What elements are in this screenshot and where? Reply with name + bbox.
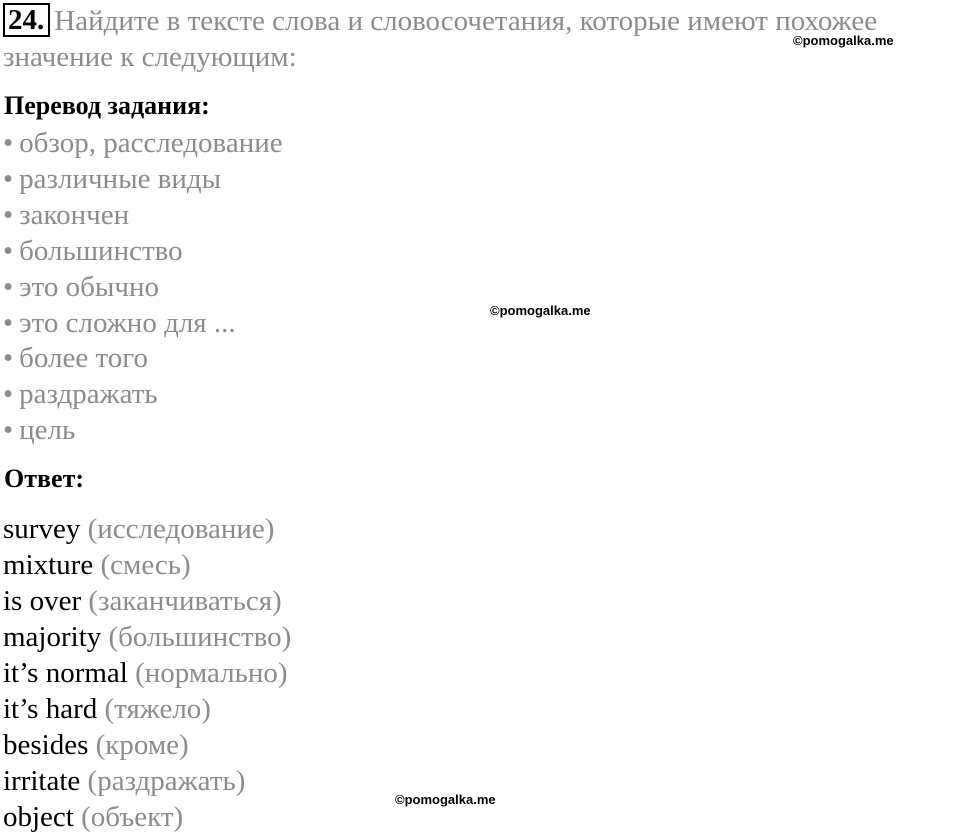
answer-row [3,691,291,727]
answer-row [3,763,291,799]
list-item [3,413,283,449]
list-item-text: цель [19,414,76,447]
bullet-icon: • [3,162,14,195]
bullet-icon: • [3,414,14,447]
watermark: ©pomogalka.me [490,303,591,318]
task-text-line-1: Найдите в тексте слова и словосочетания, которые имеют похожее [54,5,878,37]
bullet-icon: • [3,306,14,339]
list-item [3,234,283,270]
bullet-icon: • [3,234,14,267]
answer-russian: (тяжело) [104,693,211,725]
list-item-text: закончен [19,198,130,231]
list-item [3,306,283,342]
answer-russian: (нормально) [135,657,288,689]
answer-russian: (раздражать) [87,765,246,797]
answer-russian: (заканчиваться) [88,585,282,617]
bullet-icon: • [3,198,14,231]
answer-english: mixture [3,549,94,581]
list-item [3,198,283,234]
answer-row [3,655,291,691]
translation-heading: Перевод задания: [4,91,210,120]
answer-english: it’s normal [3,657,128,689]
answer-english: irritate [3,765,81,797]
answer-row [3,547,291,583]
list-item-text: это обычно [19,270,159,303]
answer-english: object [3,801,74,833]
answer-english: it’s hard [3,693,98,725]
answer-english: survey [3,513,81,545]
bullet-icon: • [3,378,14,411]
answer-english: is over [3,585,82,617]
answer-row [3,799,291,835]
bullet-icon: • [3,342,14,375]
answer-english: majority [3,621,102,653]
translation-list [3,126,283,449]
answer-russian: (смесь) [100,549,191,581]
list-item [3,126,283,162]
answer-russian: (исследование) [87,513,275,545]
answer-heading: Ответ: [4,464,85,493]
list-item-text: более того [19,342,148,375]
list-item-text: обзор, расследование [19,127,283,159]
watermark: ©pomogalka.me [395,792,496,807]
watermark: ©pomogalka.me [793,33,894,48]
answer-russian: (кроме) [95,729,189,761]
answer-russian: (большинство) [108,621,292,653]
answer-english: besides [3,729,89,761]
list-item-text: раздражать [19,378,158,411]
list-item-text: большинство [19,234,183,267]
list-item [3,270,283,306]
list-item [3,377,283,413]
list-item [3,162,283,198]
answer-row [3,583,291,619]
answer-row [3,619,291,655]
answer-russian: (объект) [81,801,184,833]
answer-row [3,511,291,547]
list-item-text: это сложно для ... [19,306,236,339]
list-item-text: различные виды [19,162,222,195]
bullet-icon: • [3,270,14,303]
bullet-icon: • [3,127,14,159]
list-item [3,341,283,377]
task-text-line-2: значение к следующим: [3,41,297,73]
task-header [3,4,877,38]
task-number-box: 24. [3,3,50,37]
answer-row [3,727,291,763]
answer-list [3,511,291,835]
